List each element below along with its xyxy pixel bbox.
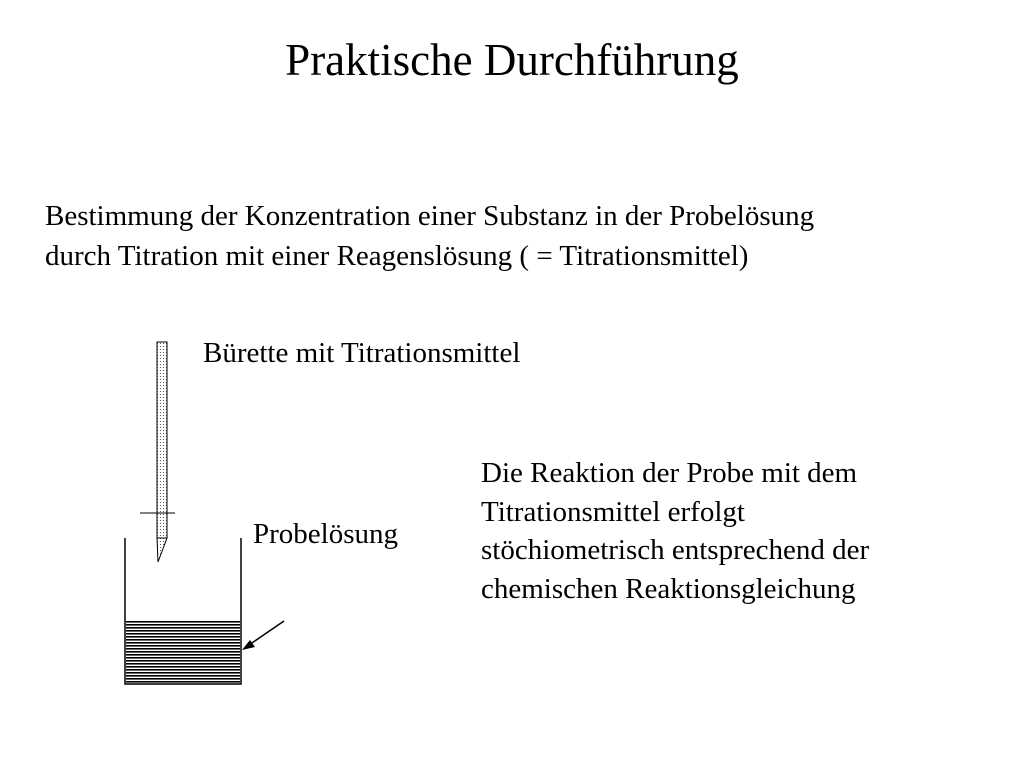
burette xyxy=(140,342,175,562)
intro-line-2: durch Titration mit einer Reagenslösung ( = Titrationsmittel) xyxy=(45,240,749,272)
reaction-line-1: Die Reaktion der Probe mit dem xyxy=(481,457,858,489)
burette-tube xyxy=(157,342,167,538)
page-title: Praktische Durchführung xyxy=(285,35,739,85)
intro-line-1: Bestimmung der Konzentration einer Substanz in der Probelösung xyxy=(45,200,815,232)
sample-arrow xyxy=(242,621,284,650)
reaction-line-2: Titrationsmittel erfolgt xyxy=(481,495,745,528)
sample-label: Probelösung xyxy=(253,518,398,550)
burette-tip xyxy=(157,538,167,562)
burette-label: Bürette mit Titrationsmittel xyxy=(203,337,521,369)
sample-solution xyxy=(126,621,240,683)
beaker xyxy=(125,538,241,684)
reaction-line-3: stöchiometrisch entsprechend der xyxy=(481,534,870,566)
reaction-line-4: chemischen Reaktionsgleichung xyxy=(481,572,856,605)
reaction-text xyxy=(481,454,869,608)
